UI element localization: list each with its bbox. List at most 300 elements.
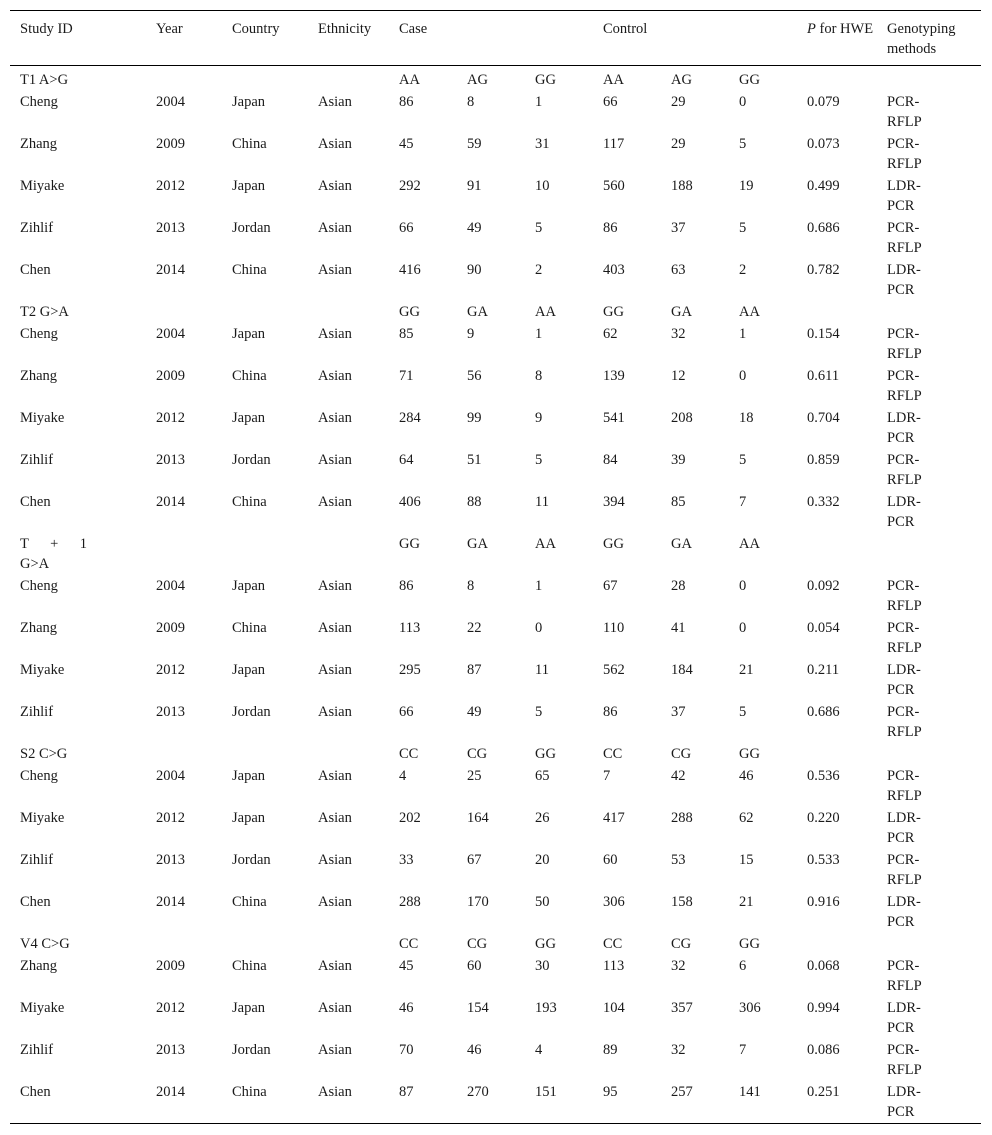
study-ethnicity: Asian: [318, 958, 352, 974]
control-count: 18: [739, 410, 754, 426]
genotyping-method-line2: RFLP: [887, 156, 922, 172]
case-genotype-label: GG: [535, 72, 556, 88]
genotyping-method-line2: RFLP: [887, 1062, 922, 1078]
genotyping-method-line2: PCR: [887, 198, 915, 214]
genotyping-method-line2: RFLP: [887, 598, 922, 614]
p-hwe-value: 0.068: [807, 958, 840, 974]
control-count: 37: [671, 704, 686, 720]
table-body: [10, 66, 981, 1124]
p-hwe-value: 0.916: [807, 894, 840, 910]
case-count: 9: [535, 410, 543, 426]
p-hwe-value: 0.079: [807, 94, 840, 110]
control-count: 0: [739, 620, 747, 636]
study-row: [10, 217, 981, 259]
study-year: 2009: [156, 620, 185, 636]
control-count: 306: [603, 894, 625, 910]
study-row: [10, 133, 981, 175]
study-name: Cheng: [20, 94, 58, 110]
genotyping-method-line1: LDR-: [887, 1000, 921, 1016]
control-genotype-label: GG: [603, 304, 624, 320]
control-count: 15: [739, 852, 754, 868]
study-row: [10, 407, 981, 449]
snp-group-row: [10, 533, 981, 575]
empty-cell: [807, 933, 887, 955]
genotyping-method: [887, 891, 981, 933]
study-name: Zihlif: [20, 852, 54, 868]
study-ethnicity: Asian: [318, 852, 352, 868]
control-genotype-label: AA: [739, 304, 760, 320]
control-count: 117: [603, 136, 625, 152]
case-genotype-label: GG: [399, 304, 420, 320]
control-count: 42: [671, 768, 686, 784]
header-case: Case: [399, 21, 428, 37]
control-count: 85: [671, 494, 686, 510]
study-year: 2013: [156, 704, 185, 720]
snp-group-row: [10, 933, 981, 955]
genotyping-method: [887, 91, 981, 133]
empty-cell: [807, 301, 887, 323]
case-genotype-label: AA: [535, 304, 556, 320]
study-ethnicity: Asian: [318, 410, 352, 426]
empty-cell: [807, 533, 887, 575]
study-country: Jordan: [232, 220, 271, 236]
p-hwe-value: 0.704: [807, 410, 840, 426]
control-count: 19: [739, 178, 754, 194]
control-count: 184: [671, 662, 693, 678]
control-count: 403: [603, 262, 625, 278]
snp-group-row: [10, 301, 981, 323]
p-hwe-value: 0.994: [807, 1000, 840, 1016]
snp-label: T1 A>G: [20, 72, 69, 88]
control-genotype-label: GG: [739, 72, 760, 88]
control-genotype-label: GA: [671, 304, 692, 320]
study-row: [10, 659, 981, 701]
genotyping-method-line1: PCR-: [887, 958, 920, 974]
study-row: [10, 491, 981, 533]
case-count: 295: [399, 662, 421, 678]
control-count: 67: [603, 578, 618, 594]
study-country: Japan: [232, 178, 266, 194]
genotyping-method-line2: PCR: [887, 1104, 915, 1120]
case-count: 11: [535, 494, 549, 510]
control-count: 5: [739, 704, 747, 720]
control-genotype-label: GA: [671, 536, 692, 552]
genotyping-method: [887, 491, 981, 533]
study-year: 2014: [156, 262, 185, 278]
genotyping-method-line2: RFLP: [887, 788, 922, 804]
study-row: [10, 449, 981, 491]
study-name: Cheng: [20, 578, 58, 594]
control-count: 39: [671, 452, 686, 468]
study-ethnicity: Asian: [318, 262, 352, 278]
genotyping-method-line2: RFLP: [887, 978, 922, 994]
control-count: 86: [603, 704, 618, 720]
study-ethnicity: Asian: [318, 894, 352, 910]
header-p-hwe-italic: P: [807, 21, 816, 37]
case-genotype-label: CG: [467, 936, 488, 952]
study-row: [10, 765, 981, 807]
control-count: 28: [671, 578, 686, 594]
case-genotype-label: AA: [535, 536, 556, 552]
study-ethnicity: Asian: [318, 768, 352, 784]
case-count: 202: [399, 810, 421, 826]
study-row: [10, 259, 981, 301]
genotyping-method-line1: LDR-: [887, 494, 921, 510]
case-genotype-label: GG: [535, 936, 556, 952]
study-ethnicity: Asian: [318, 326, 352, 342]
case-count: 64: [399, 452, 414, 468]
case-count: 50: [535, 894, 550, 910]
control-count: 1: [739, 326, 747, 342]
p-hwe-value: 0.086: [807, 1042, 840, 1058]
control-count: 29: [671, 136, 686, 152]
control-count: 188: [671, 178, 693, 194]
p-hwe-value: 0.499: [807, 178, 840, 194]
genotyping-method-line2: PCR: [887, 914, 915, 930]
control-count: 32: [671, 958, 686, 974]
p-hwe-value: 0.686: [807, 220, 840, 236]
empty-cell: [232, 533, 318, 575]
study-country: Jordan: [232, 852, 271, 868]
empty-cell: [318, 743, 399, 765]
case-count: 11: [535, 662, 549, 678]
case-count: 31: [535, 136, 550, 152]
case-count: 33: [399, 852, 414, 868]
study-name: Cheng: [20, 326, 58, 342]
control-count: 110: [603, 620, 625, 636]
study-year: 2009: [156, 958, 185, 974]
study-country: China: [232, 262, 267, 278]
case-count: 70: [399, 1042, 414, 1058]
control-count: 417: [603, 810, 625, 826]
study-country: China: [232, 494, 267, 510]
control-count: 89: [603, 1042, 618, 1058]
study-year: 2009: [156, 368, 185, 384]
p-hwe-value: 0.686: [807, 704, 840, 720]
study-country: China: [232, 136, 267, 152]
genotyping-method-line2: RFLP: [887, 724, 922, 740]
control-genotype-label: AA: [739, 536, 760, 552]
case-genotype-label: GA: [467, 304, 488, 320]
control-count: 41: [671, 620, 686, 636]
study-country: Japan: [232, 768, 266, 784]
genotyping-method: [887, 449, 981, 491]
case-genotype-label: GG: [399, 536, 420, 552]
case-count: 66: [399, 704, 414, 720]
control-count: 32: [671, 326, 686, 342]
case-count: 9: [467, 326, 475, 342]
study-ethnicity: Asian: [318, 810, 352, 826]
case-count: 8: [467, 578, 475, 594]
control-count: 141: [739, 1084, 761, 1100]
study-country: China: [232, 620, 267, 636]
empty-cell: [807, 66, 887, 92]
control-count: 7: [739, 1042, 747, 1058]
genotyping-method-line2: RFLP: [887, 114, 922, 130]
genotyping-method-line2: RFLP: [887, 640, 922, 656]
p-hwe-value: 0.092: [807, 578, 840, 594]
control-count: 66: [603, 94, 618, 110]
study-ethnicity: Asian: [318, 452, 352, 468]
control-count: 53: [671, 852, 686, 868]
study-name: Miyake: [20, 1000, 65, 1016]
control-count: 21: [739, 894, 754, 910]
study-year: 2004: [156, 578, 185, 594]
genotyping-method-line2: PCR: [887, 830, 915, 846]
empty-cell: [318, 66, 399, 92]
control-genotype-label: CC: [603, 746, 623, 762]
control-count: 5: [739, 220, 747, 236]
control-count: 139: [603, 368, 625, 384]
study-country: China: [232, 894, 267, 910]
snp-label: S2 C>G: [20, 746, 68, 762]
case-count: 59: [467, 136, 482, 152]
study-row: [10, 617, 981, 659]
genotyping-method-line1: LDR-: [887, 178, 921, 194]
case-count: 86: [399, 94, 414, 110]
study-ethnicity: Asian: [318, 1000, 352, 1016]
genotyping-method: [887, 955, 981, 997]
study-year: 2009: [156, 136, 185, 152]
empty-cell: [887, 301, 981, 323]
control-genotype-label: AA: [603, 72, 624, 88]
control-count: 63: [671, 262, 686, 278]
control-count: 7: [603, 768, 611, 784]
empty-cell: [318, 933, 399, 955]
case-count: 20: [535, 852, 550, 868]
genotyping-method: [887, 259, 981, 301]
p-hwe-value: 0.251: [807, 1084, 840, 1100]
case-count: 46: [399, 1000, 414, 1016]
control-genotype-label: CC: [603, 936, 623, 952]
case-count: 88: [467, 494, 482, 510]
study-ethnicity: Asian: [318, 494, 352, 510]
case-count: 1: [535, 578, 543, 594]
control-count: 12: [671, 368, 686, 384]
control-count: 104: [603, 1000, 625, 1016]
case-count: 8: [535, 368, 543, 384]
genotyping-method: [887, 217, 981, 259]
genotyping-method-line2: PCR: [887, 430, 915, 446]
case-count: 10: [535, 178, 550, 194]
study-row: [10, 955, 981, 997]
study-name: Miyake: [20, 178, 65, 194]
control-count: 0: [739, 368, 747, 384]
header-p-hwe: [807, 11, 887, 66]
study-country: Japan: [232, 810, 266, 826]
study-country: Japan: [232, 1000, 266, 1016]
case-count: 26: [535, 810, 550, 826]
p-hwe-value: 0.611: [807, 368, 840, 384]
study-country: Japan: [232, 326, 266, 342]
study-year: 2004: [156, 768, 185, 784]
case-count: 288: [399, 894, 421, 910]
study-row: [10, 849, 981, 891]
control-count: 208: [671, 410, 693, 426]
genotyping-method-line1: LDR-: [887, 894, 921, 910]
case-genotype-label: AG: [467, 72, 488, 88]
control-count: 7: [739, 494, 747, 510]
study-year: 2012: [156, 810, 185, 826]
table-header: [10, 11, 981, 66]
snp-label-line1: T + 1: [20, 536, 87, 552]
snp-label-line2: G>A: [20, 556, 50, 572]
empty-cell: [887, 533, 981, 575]
study-name: Miyake: [20, 810, 65, 826]
genotyping-method-line1: LDR-: [887, 810, 921, 826]
case-genotype-label: AA: [399, 72, 420, 88]
study-ethnicity: Asian: [318, 94, 352, 110]
genotyping-method: [887, 323, 981, 365]
study-year: 2004: [156, 326, 185, 342]
case-count: 1: [535, 94, 543, 110]
genotyping-method-line1: PCR-: [887, 1042, 920, 1058]
genotyping-method-line1: LDR-: [887, 410, 921, 426]
case-count: 170: [467, 894, 489, 910]
study-row: [10, 365, 981, 407]
genotyping-method: [887, 617, 981, 659]
study-row: [10, 323, 981, 365]
study-ethnicity: Asian: [318, 662, 352, 678]
p-hwe-value: 0.782: [807, 262, 840, 278]
study-year: 2014: [156, 894, 185, 910]
study-country: Jordan: [232, 704, 271, 720]
study-name: Zhang: [20, 620, 58, 636]
case-count: 270: [467, 1084, 489, 1100]
control-count: 2: [739, 262, 747, 278]
case-count: 5: [535, 704, 543, 720]
snp-label: V4 C>G: [20, 936, 70, 952]
empty-cell: [232, 66, 318, 92]
study-row: [10, 891, 981, 933]
case-count: 56: [467, 368, 482, 384]
study-year: 2012: [156, 1000, 185, 1016]
genotyping-method: [887, 1081, 981, 1124]
p-hwe-value: 0.332: [807, 494, 840, 510]
genotyping-method-line1: PCR-: [887, 94, 920, 110]
empty-cell: [156, 933, 232, 955]
study-ethnicity: Asian: [318, 1042, 352, 1058]
genotyping-method: [887, 701, 981, 743]
control-count: 562: [603, 662, 625, 678]
control-genotype-label: GG: [603, 536, 624, 552]
study-row: [10, 997, 981, 1039]
genotyping-method: [887, 997, 981, 1039]
genotyping-method-line1: PCR-: [887, 452, 920, 468]
p-hwe-value: 0.536: [807, 768, 840, 784]
case-count: 85: [399, 326, 414, 342]
control-count: 541: [603, 410, 625, 426]
snp-group-row: [10, 743, 981, 765]
study-name: Zihlif: [20, 704, 54, 720]
genotyping-method-line1: PCR-: [887, 578, 920, 594]
case-count: 86: [399, 578, 414, 594]
genotyping-method: [887, 175, 981, 217]
genotyping-method-line1: PCR-: [887, 768, 920, 784]
study-name: Miyake: [20, 662, 65, 678]
control-count: 29: [671, 94, 686, 110]
genotype-distribution-table: [10, 10, 981, 1124]
genotyping-method: [887, 133, 981, 175]
genotyping-method-line1: PCR-: [887, 852, 920, 868]
case-genotype-label: CC: [399, 746, 419, 762]
study-ethnicity: Asian: [318, 578, 352, 594]
genotyping-method: [887, 407, 981, 449]
study-name: Chen: [20, 494, 51, 510]
control-count: 113: [603, 958, 625, 974]
genotyping-method-line2: PCR: [887, 514, 915, 530]
p-hwe-value: 0.211: [807, 662, 840, 678]
study-row: [10, 175, 981, 217]
control-count: 86: [603, 220, 618, 236]
case-genotype-label: CG: [467, 746, 488, 762]
empty-cell: [156, 743, 232, 765]
study-ethnicity: Asian: [318, 220, 352, 236]
study-name: Zhang: [20, 368, 58, 384]
study-row: [10, 91, 981, 133]
study-year: 2013: [156, 452, 185, 468]
genotyping-method-line1: PCR-: [887, 326, 920, 342]
genotyping-method-line2: RFLP: [887, 872, 922, 888]
control-count: 5: [739, 136, 747, 152]
empty-cell: [318, 301, 399, 323]
control-count: 257: [671, 1084, 693, 1100]
case-count: 49: [467, 704, 482, 720]
study-year: 2012: [156, 410, 185, 426]
case-count: 151: [535, 1084, 557, 1100]
study-year: 2004: [156, 94, 185, 110]
genotyping-method: [887, 659, 981, 701]
study-name: Chen: [20, 894, 51, 910]
case-count: 193: [535, 1000, 557, 1016]
case-count: 406: [399, 494, 421, 510]
case-genotype-label: CC: [399, 936, 419, 952]
empty-cell: [807, 743, 887, 765]
control-count: 46: [739, 768, 754, 784]
genotyping-method-line1: LDR-: [887, 262, 921, 278]
case-count: 113: [399, 620, 421, 636]
study-year: 2012: [156, 178, 185, 194]
p-hwe-value: 0.533: [807, 852, 840, 868]
control-genotype-label: AG: [671, 72, 692, 88]
control-count: 306: [739, 1000, 761, 1016]
genotyping-method-line2: RFLP: [887, 472, 922, 488]
genotyping-method-line1: PCR-: [887, 704, 920, 720]
case-count: 67: [467, 852, 482, 868]
empty-cell: [232, 301, 318, 323]
control-count: 37: [671, 220, 686, 236]
control-count: 84: [603, 452, 618, 468]
header-country: Country: [232, 21, 280, 37]
snp-label: [10, 533, 156, 575]
study-name: Cheng: [20, 768, 58, 784]
empty-cell: [156, 301, 232, 323]
control-count: 6: [739, 958, 747, 974]
case-count: 4: [535, 1042, 543, 1058]
case-genotype-label: GA: [467, 536, 488, 552]
empty-cell: [232, 743, 318, 765]
study-country: Jordan: [232, 452, 271, 468]
control-genotype-label: GG: [739, 936, 760, 952]
case-count: 4: [399, 768, 407, 784]
study-name: Zihlif: [20, 1042, 54, 1058]
case-count: 90: [467, 262, 482, 278]
control-count: 95: [603, 1084, 618, 1100]
case-count: 0: [535, 620, 543, 636]
genotyping-method-line1: LDR-: [887, 662, 921, 678]
study-ethnicity: Asian: [318, 704, 352, 720]
header-genotyping-methods: Genotyping methods: [887, 21, 956, 57]
